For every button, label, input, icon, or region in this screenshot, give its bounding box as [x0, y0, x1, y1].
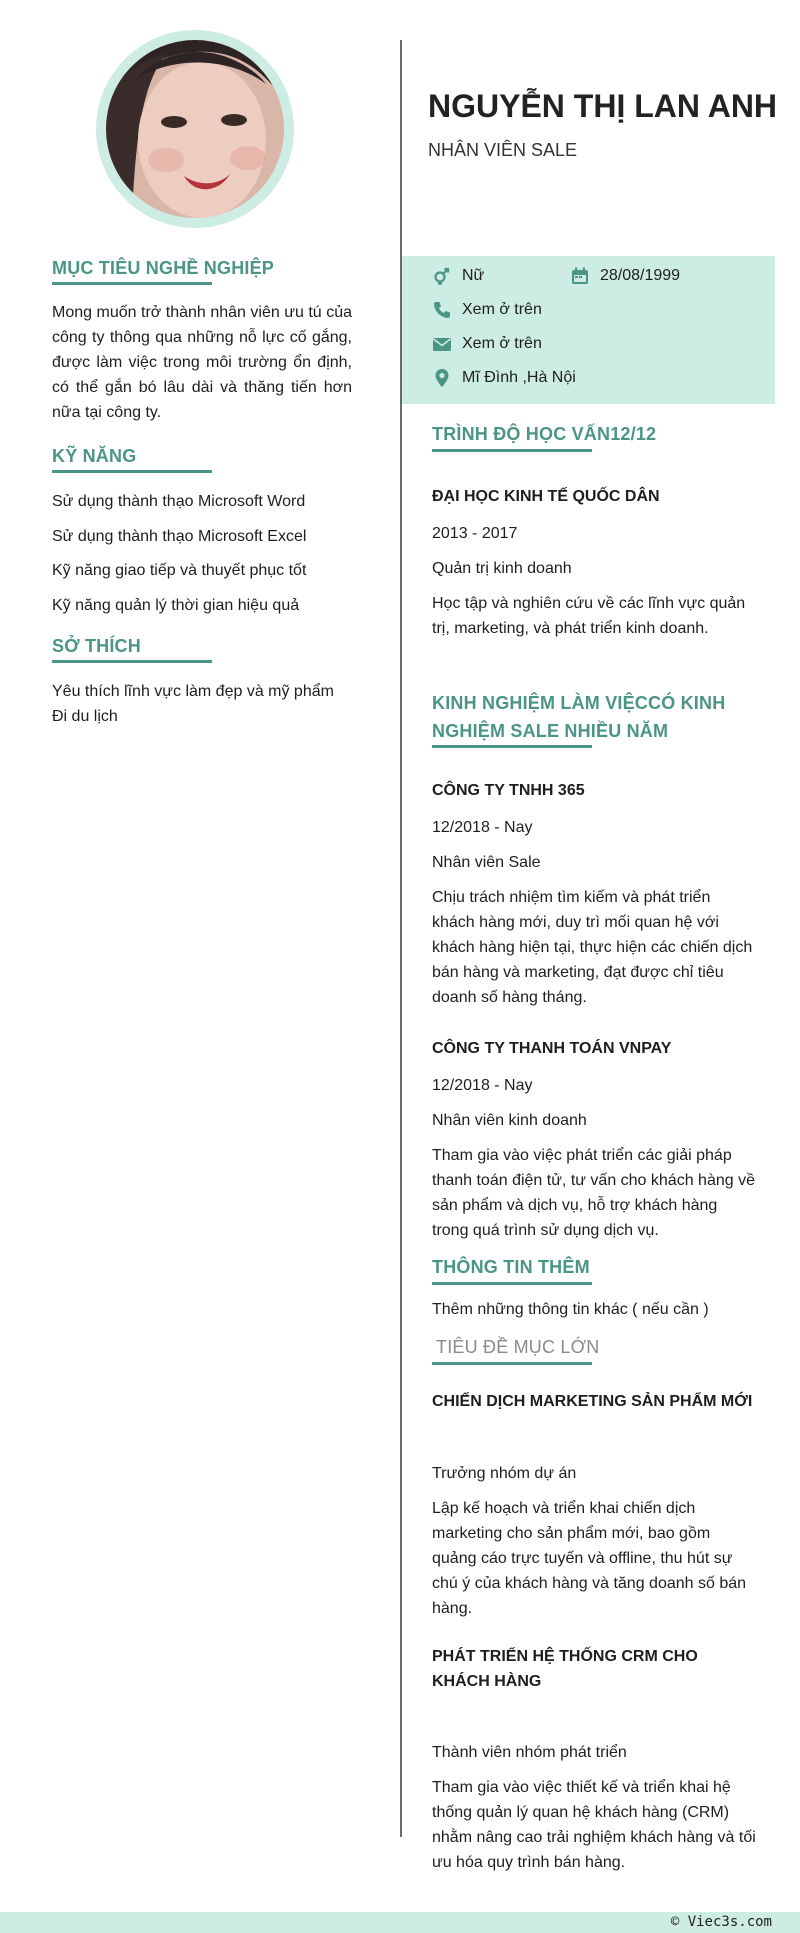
- experience-underline: [432, 745, 592, 748]
- project-name: PHÁT TRIỂN HỆ THỐNG CRM CHO KHÁCH HÀNG: [432, 1648, 698, 1690]
- experience-title: KINH NGHIỆM LÀM VIỆCCÓ KINH NGHIỆM SALE NHIỀU NĂM: [432, 693, 726, 741]
- address-value: Mĩ Đình ,Hà Nội: [462, 369, 576, 386]
- additional-title: THÔNG TIN THÊM: [432, 1257, 590, 1277]
- location-icon: [432, 368, 452, 388]
- job-position: NHÂN VIÊN SALE: [428, 140, 578, 160]
- contact-phone: [432, 300, 542, 320]
- objective-title: MỤC TIÊU NGHỀ NGHIỆP: [52, 258, 275, 278]
- skill-item: Kỹ năng giao tiếp và thuyết phục tốt: [52, 562, 307, 579]
- avatar-ring: [96, 30, 294, 228]
- school-name: ĐẠI HỌC KINH TẾ QUỐC DÂN: [432, 488, 660, 505]
- contact-birthday: [570, 266, 680, 286]
- avatar-photo: [106, 40, 284, 218]
- education-section: [432, 424, 757, 452]
- job-description: Chịu trách nhiệm tìm kiếm và phát triển khách hàng mới, duy trì mối quan hệ với khách hàng hiện tại, thực hiện các chiến dịch bán hàng và marketing, đạt được chỉ tiêu doanh số hàng tháng.: [432, 889, 753, 1006]
- additional-text: Thêm những thông tin khác ( nếu cần ): [432, 1301, 709, 1318]
- hobby-item: Yêu thích lĩnh vực làm đẹp và mỹ phẩm: [52, 683, 334, 700]
- education-title: TRÌNH ĐỘ HỌC VẤN12/12: [432, 424, 657, 444]
- project-role: Thành viên nhóm phát triển: [432, 1744, 627, 1761]
- education-major: Quản trị kinh doanh: [432, 560, 572, 577]
- job-role: Nhân viên kinh doanh: [432, 1112, 587, 1129]
- birthday-value: 28/08/1999: [600, 267, 681, 284]
- projects-section: [432, 1337, 757, 1365]
- job-company: CÔNG TY THANH TOÁN VNPAY: [432, 1040, 672, 1057]
- footer-bar: [0, 1912, 800, 1933]
- education-description: Học tập và nghiên cứu về các lĩnh vực quản trị, marketing, và phát triển kinh doanh.: [432, 595, 746, 637]
- job-period: 12/2018 - Nay: [432, 1077, 533, 1094]
- full-name: NGUYỄN THỊ LAN ANH: [428, 88, 778, 124]
- gender-value: Nữ: [462, 267, 485, 284]
- job-period: 12/2018 - Nay: [432, 819, 533, 836]
- project-role: Trưởng nhóm dự án: [432, 1465, 577, 1482]
- email-icon: [432, 334, 452, 354]
- project-name: CHIẾN DỊCH MARKETING SẢN PHẨM MỚI: [432, 1393, 753, 1410]
- gender-icon: [432, 266, 452, 286]
- hobbies-title: SỞ THÍCH: [52, 636, 141, 656]
- project-description: Lập kế hoạch và triển khai chiến dịch marketing cho sản phẩm mới, bao gồm quảng cáo trực tuyến và offline, thu hút sự chú ý của khách hàng và tăng doanh số bán hàng.: [432, 1500, 747, 1617]
- skills-underline: [52, 470, 212, 473]
- experience-section: [432, 689, 757, 748]
- skills-title: KỸ NĂNG: [52, 446, 137, 466]
- contact-gender: [432, 266, 484, 286]
- calendar-icon: [570, 266, 590, 286]
- email-value: Xem ở trên: [462, 335, 542, 352]
- objective-text: Mong muốn trở thành nhân viên ưu tú của công ty thông qua những nỗ lực cố gắng, được làm việc trong môi trường ổn định, có thể gắn bó lâu dài và thăng tiến hơn nữa tại công ty.: [52, 304, 352, 421]
- additional-section: [432, 1257, 757, 1285]
- hobbies-underline: [52, 660, 212, 663]
- projects-underline: [432, 1362, 592, 1365]
- skill-item: Sử dụng thành thạo Microsoft Word: [52, 493, 306, 510]
- contact-panel: [402, 256, 775, 404]
- education-underline: [432, 449, 592, 452]
- phone-value: Xem ở trên: [462, 301, 542, 318]
- objective-underline: [52, 282, 212, 285]
- job-company: CÔNG TY TNHH 365: [432, 782, 585, 799]
- avatar: [106, 40, 284, 218]
- hobby-item: Đi du lịch: [52, 708, 118, 725]
- skill-item: Sử dụng thành thạo Microsoft Excel: [52, 528, 307, 545]
- contact-email: [432, 334, 542, 354]
- footer-credit: © Viec3s.com: [670, 1914, 772, 1930]
- contact-address: [432, 368, 576, 388]
- job-description: Tham gia vào việc phát triển các giải pháp thanh toán điện tử, tư vấn cho khách hàng về sản phẩm và dịch vụ, hỗ trợ khách hàng trong quá trình sử dụng dịch vụ.: [432, 1147, 755, 1239]
- education-period: 2013 - 2017: [432, 525, 518, 542]
- phone-icon: [432, 300, 452, 320]
- skill-item: Kỹ năng quản lý thời gian hiệu quả: [52, 597, 300, 614]
- project-description: Tham gia vào việc thiết kế và triển khai hệ thống quản lý quan hệ khách hàng (CRM) nhằm nâng cao trải nghiệm khách hàng và tối ưu hóa quy trình bán hàng.: [432, 1779, 756, 1871]
- projects-title: TIÊU ĐỀ MỤC LỚN: [436, 1337, 600, 1357]
- job-role: Nhân viên Sale: [432, 854, 541, 871]
- additional-underline: [432, 1282, 592, 1285]
